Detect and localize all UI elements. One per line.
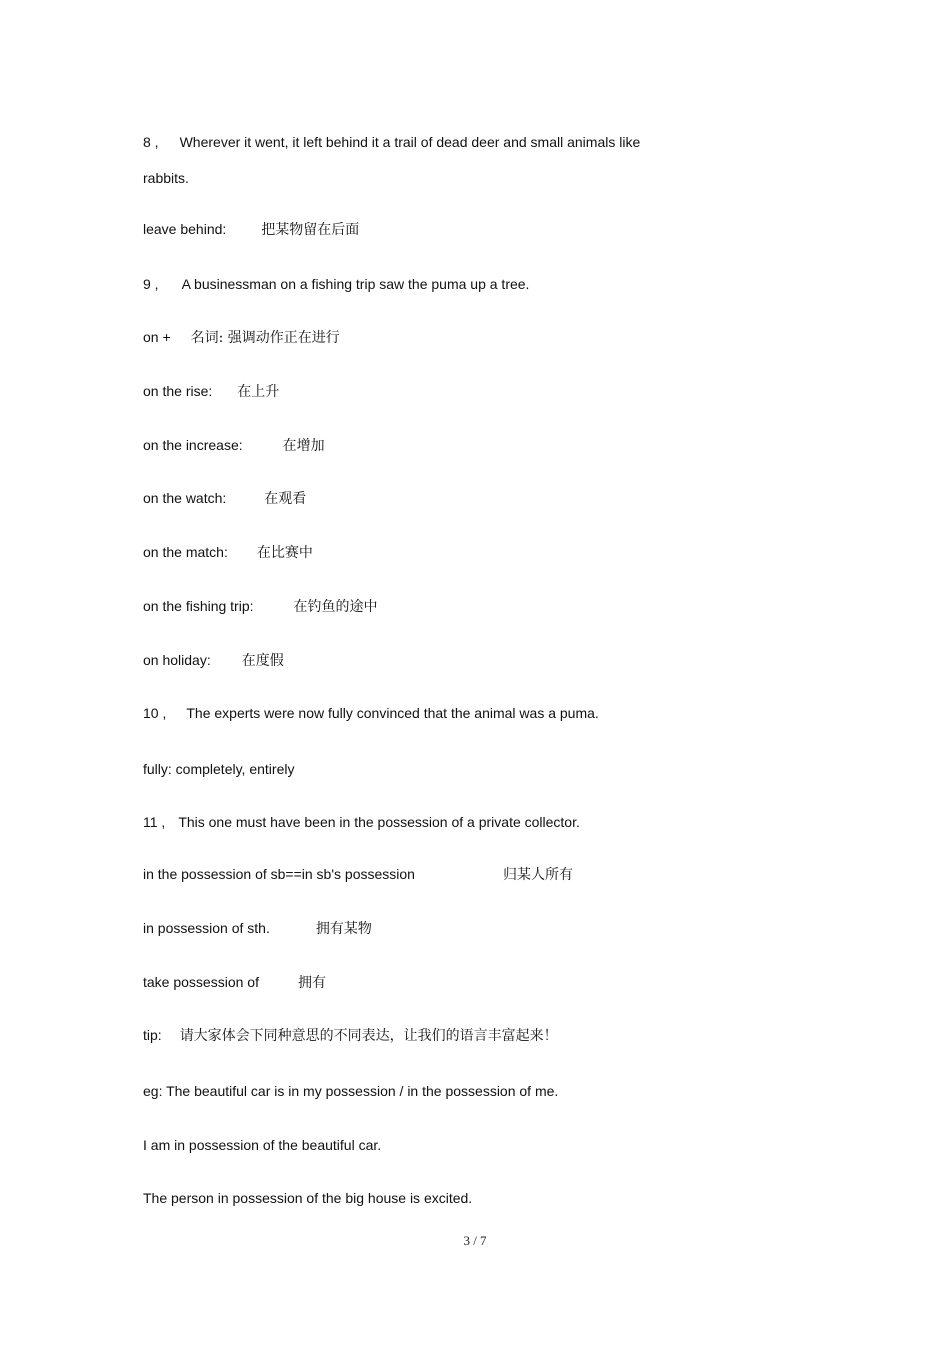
- text-line: on + 名词: 强调动作正在进行: [143, 329, 340, 346]
- text-line: on the watch: 在观看: [143, 490, 307, 507]
- text-line: on the fishing trip: 在钓鱼的途中: [143, 598, 378, 615]
- text-line: 10 , The experts were now fully convinced that the animal was a puma.: [143, 705, 599, 721]
- text-line: in the possession of sb==in sb's possession 归某人所有: [143, 866, 573, 883]
- text-line: eg: The beautiful car is in my possession / in the possession of me.: [143, 1083, 559, 1099]
- text-line: leave behind: 把某物留在后面: [143, 221, 360, 238]
- text-line: 9 , A businessman on a fishing trip saw the puma up a tree.: [143, 276, 530, 292]
- text-line: rabbits.: [143, 170, 189, 186]
- text-line: in possession of sth. 拥有某物: [143, 920, 372, 937]
- text-line: The person in possession of the big house is excited.: [143, 1190, 473, 1206]
- text-line: on the rise: 在上升: [143, 383, 280, 400]
- text-line: on the match: 在比赛中: [143, 544, 313, 561]
- text-line: on holiday: 在度假: [143, 652, 284, 669]
- text-line: take possession of 拥有: [143, 974, 326, 991]
- text-line: on the increase: 在增加: [143, 437, 325, 454]
- text-line: 8 , Wherever it went, it left behind it a trail of dead deer and small animals like: [143, 134, 641, 150]
- text-line: fully: completely, entirely: [143, 761, 295, 777]
- page-number: 3 / 7: [463, 1233, 487, 1248]
- text-line: I am in possession of the beautiful car.: [143, 1137, 382, 1153]
- text-line: 11 , This one must have been in the possession of a private collector.: [143, 814, 580, 830]
- text-line: tip: 请大家体会下同种意思的不同表达，让我们的语言丰富起来！: [143, 1027, 558, 1044]
